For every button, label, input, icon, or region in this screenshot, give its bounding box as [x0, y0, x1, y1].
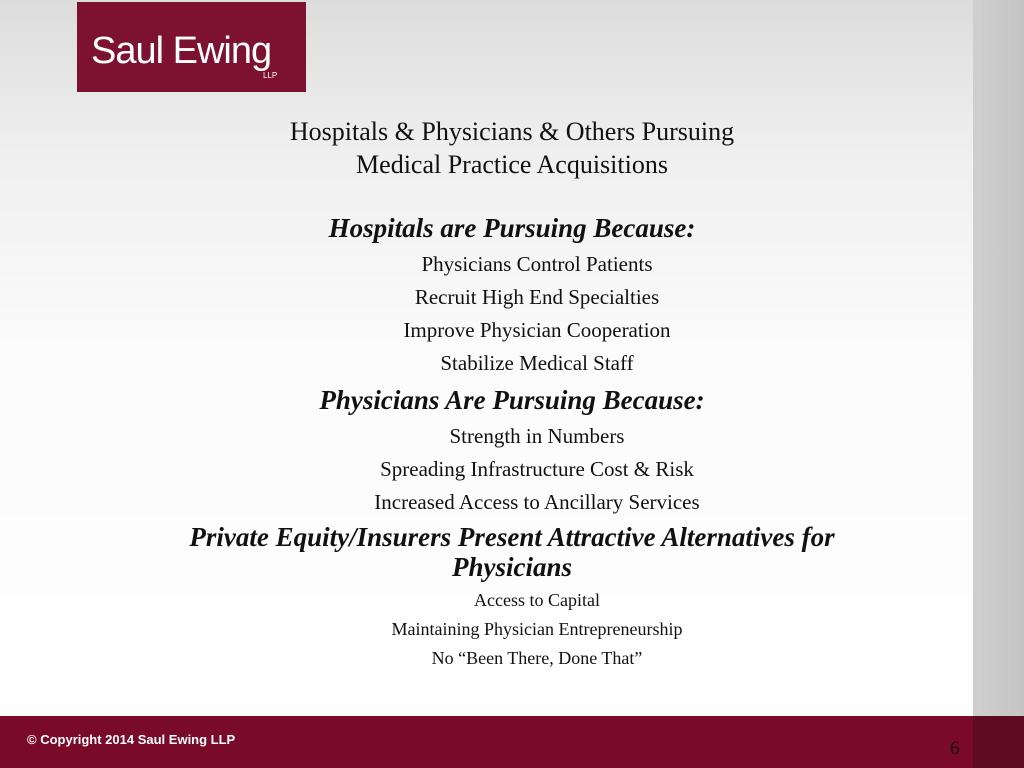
section-heading-private-equity-line-2: Physicians [451, 552, 572, 582]
section-heading-physicians: Physicians Are Pursuing Because: [319, 385, 705, 415]
slide-title-line-2: Medical Practice Acquisitions [356, 150, 668, 179]
section-heading-hospitals: Hospitals are Pursuing Because: [328, 213, 696, 243]
logo-name: Saul Ewing [91, 30, 272, 72]
list-item: Stabilize Medical Staff [440, 351, 634, 375]
page-number: 6 [950, 738, 960, 759]
list-item: No “Been There, Done That” [431, 648, 643, 668]
footer-bar [0, 716, 1024, 768]
slide-title [0, 115, 1024, 181]
list-item: Increased Access to Ancillary Services [374, 490, 700, 514]
list-item: Maintaining Physician Entrepreneurship [391, 619, 683, 639]
list-item: Access to Capital [474, 590, 600, 610]
list-item: Recruit High End Specialties [414, 285, 660, 309]
list-item: Improve Physician Cooperation [403, 318, 671, 342]
copyright-text: © Copyright 2014 Saul Ewing LLP [27, 732, 236, 747]
saul-ewing-logo [77, 2, 306, 92]
section-heading-private-equity-line-1: Private Equity/Insurers Present Attractive Alternatives for [189, 522, 835, 552]
list-item: Strength in Numbers [449, 424, 625, 448]
footer-corner [973, 716, 1024, 768]
logo-suffix: LLP [263, 71, 278, 80]
list-item: Physicians Control Patients [421, 252, 653, 276]
list-item: Spreading Infrastructure Cost & Risk [380, 457, 694, 481]
slide-title-line-1: Hospitals & Physicians & Others Pursuing [289, 117, 735, 146]
